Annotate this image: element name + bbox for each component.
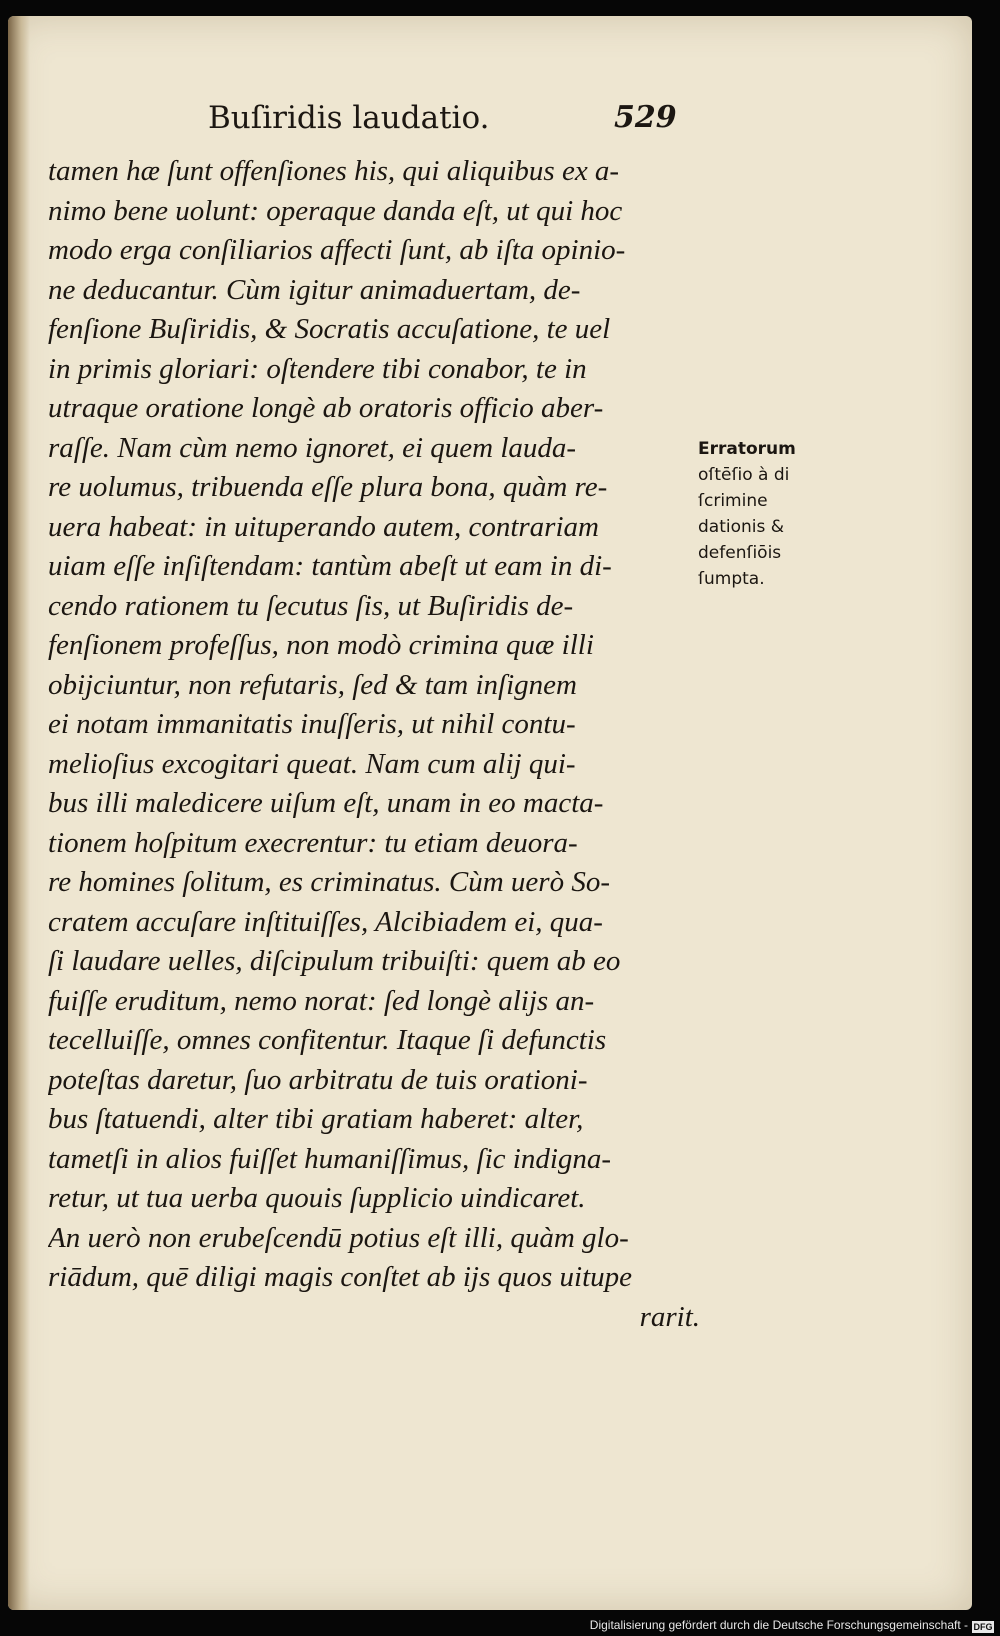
running-head-title: Buſiridis laudatio.	[208, 100, 490, 136]
page-gutter-shadow	[8, 16, 30, 1610]
margin-note-line: dationis &	[698, 517, 785, 537]
text-line: modo erga conſiliarios affecti ſunt, ab iſta opinio-	[48, 234, 626, 266]
text-line: fenſionem profeſſus, non modò crimina quæ illi	[48, 629, 594, 661]
margin-note-line: ſumpta.	[698, 569, 765, 589]
text-line: raſſe. Nam cùm nemo ignoret, ei quem lauda-	[48, 431, 577, 464]
text-line: cendo rationem tu ſecutus ſis, ut Buſiridis de-	[48, 589, 574, 622]
page-number: 529	[614, 100, 677, 135]
text-line: tamen hæ ſunt offenſiones his, qui aliquibus ex a-	[48, 155, 620, 187]
text-line: utraque oratione longè ab oratoris officio aber-	[48, 392, 604, 424]
margin-note-line: Erratorum	[698, 439, 796, 459]
text-line: bus ſtatuendi, alter tibi gratiam haberet: alter,	[48, 1103, 584, 1135]
margin-note-line: oſtēſio à di	[698, 465, 790, 485]
text-line: obijciuntur, non refutaris, ſed & tam inſignem	[48, 668, 577, 701]
text-line-final: rarit.	[639, 1300, 700, 1333]
text-line: uiam eſſe inſiſtendam: tantùm abeſt ut eam in di-	[48, 550, 612, 582]
marginal-note	[698, 436, 798, 592]
digitization-credit: Digitalisierung gefördert durch die Deutsche Forschungsgemeinschaft -	[589, 1618, 968, 1632]
text-line: fuiſſe eruditum, nemo norat: ſed longè alijs an-	[48, 984, 595, 1017]
text-line: tionem hoſpitum execrentur: tu etiam deuora-	[48, 826, 578, 859]
text-line: nimo bene uolunt: operaque danda eſt, ut qui hoc	[48, 194, 623, 227]
margin-note-line: ſcrimine	[698, 491, 768, 511]
text-line: re homines ſolitum, es criminatus. Cùm uerò So-	[48, 866, 610, 898]
text-line: cratem accuſare inſtituiſſes, Alcibiadem ei, qua-	[48, 905, 603, 938]
text-line: uera habeat: in uituperando autem, contrariam	[48, 510, 599, 543]
text-line: ne deducantur. Cùm igitur animaduertam, de-	[48, 273, 581, 306]
body-text	[48, 152, 708, 1337]
text-line: melioſius excogitari queat. Nam cum alij qui-	[48, 747, 576, 780]
margin-note-line: defenſiōis	[698, 543, 782, 563]
text-line: poteſtas daretur, ſuo arbitratu de tuis orationi-	[48, 1063, 588, 1096]
text-line: tametſi in alios fuiſſet humaniſſimus, ſic indigna-	[48, 1142, 612, 1175]
dfg-logo: DFG	[973, 1622, 993, 1632]
text-line: in primis gloriari: oſtendere tibi conabor, te in	[48, 352, 587, 385]
text-line: An uerò non erubeſcendū potius eſt illi, quàm glo-	[48, 1221, 629, 1254]
text-line: fenſione Buſiridis, & Socratis accuſatione, te uel	[48, 313, 611, 345]
text-line: tecelluiſſe, omnes confitentur. Itaque ſi defunctis	[48, 1024, 607, 1056]
text-line: retur, ut tua uerba quouis ſupplicio uindicaret.	[48, 1182, 586, 1214]
text-line: re uolumus, tribuenda eſſe plura bona, quàm re-	[48, 471, 608, 503]
text-line: ei notam immanitatis inuſſeris, ut nihil contu-	[48, 708, 576, 740]
text-line: bus illi maledicere uiſum eſt, unam in eo macta-	[48, 787, 604, 819]
text-line: riādum, quē diligi magis conſtet ab ijs quos uitupe	[48, 1261, 633, 1293]
text-line: ſi laudare uelles, diſcipulum tribuiſti: quem ab eo	[48, 945, 621, 977]
book-page	[8, 16, 972, 1610]
